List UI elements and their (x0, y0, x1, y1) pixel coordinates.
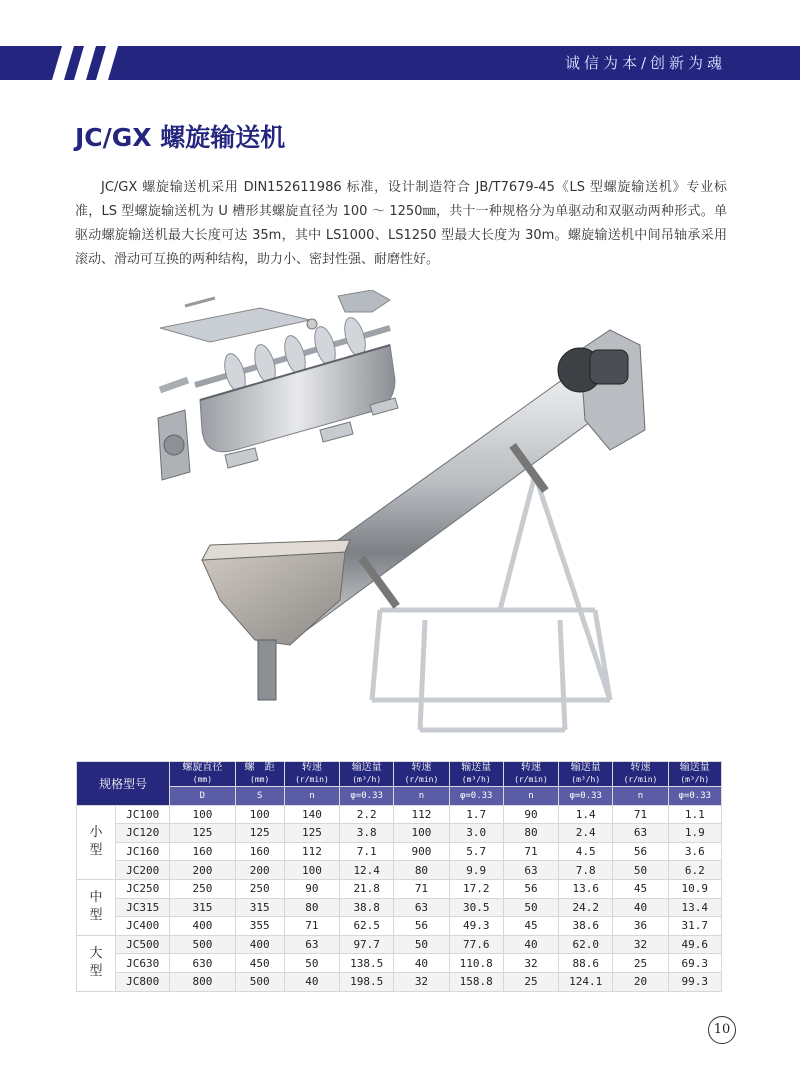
value-cell: 198.5 (340, 972, 394, 991)
value-cell: 31.7 (668, 917, 721, 936)
value-cell: 4.5 (559, 842, 613, 861)
value-cell: 21.8 (340, 879, 394, 898)
value-cell: 50 (284, 954, 339, 973)
value-cell: 90 (284, 879, 339, 898)
value-cell: 110.8 (449, 954, 503, 973)
value-cell: 125 (235, 824, 284, 843)
value-cell: 24.2 (559, 898, 613, 917)
value-cell: 5.7 (449, 842, 503, 861)
subheader-cell: D (170, 787, 235, 806)
value-cell: 56 (613, 842, 668, 861)
value-cell: 160 (170, 842, 235, 861)
value-cell: 250 (235, 879, 284, 898)
value-cell: 71 (284, 917, 339, 936)
value-cell: 125 (170, 824, 235, 843)
value-cell: 20 (613, 972, 668, 991)
value-cell: 71 (613, 805, 668, 824)
value-cell: 56 (394, 917, 449, 936)
value-cell: 80 (503, 824, 558, 843)
model-cell: JC250 (116, 879, 170, 898)
value-cell: 38.8 (340, 898, 394, 917)
value-cell: 63 (613, 824, 668, 843)
model-cell: JC200 (116, 861, 170, 880)
model-cell: JC800 (116, 972, 170, 991)
value-cell: 10.9 (668, 879, 721, 898)
value-cell: 7.8 (559, 861, 613, 880)
subheader-cell: φ=0.33 (449, 787, 503, 806)
value-cell: 40 (394, 954, 449, 973)
value-cell: 315 (235, 898, 284, 917)
group-label: 小 型 (77, 805, 116, 879)
value-cell: 400 (170, 917, 235, 936)
value-cell: 124.1 (559, 972, 613, 991)
model-cell: JC400 (116, 917, 170, 936)
value-cell: 400 (235, 935, 284, 954)
table-row (77, 824, 722, 843)
value-cell: 25 (503, 972, 558, 991)
value-cell: 100 (284, 861, 339, 880)
model-cell: JC315 (116, 898, 170, 917)
value-cell: 1.7 (449, 805, 503, 824)
value-cell: 112 (394, 805, 449, 824)
table-row (77, 917, 722, 936)
value-cell: 9.9 (449, 861, 503, 880)
value-cell: 80 (284, 898, 339, 917)
table-subheader-row (77, 787, 722, 806)
value-cell: 45 (613, 879, 668, 898)
value-cell: 71 (503, 842, 558, 861)
model-cell: JC100 (116, 805, 170, 824)
col-header-5: 转速 (r/min) (394, 762, 449, 787)
value-cell: 80 (394, 861, 449, 880)
table-row (77, 935, 722, 954)
value-cell: 50 (394, 935, 449, 954)
value-cell: 100 (394, 824, 449, 843)
value-cell: 50 (613, 861, 668, 880)
table-row (77, 842, 722, 861)
table-row (77, 861, 722, 880)
value-cell: 160 (235, 842, 284, 861)
col-header-6: 输送量 (m³/h) (449, 762, 503, 787)
col-header-4: 输送量 (m³/h) (340, 762, 394, 787)
page-title: JC/GX 螺旋输送机 (75, 123, 286, 152)
value-cell: 1.1 (668, 805, 721, 824)
value-cell: 36 (613, 917, 668, 936)
value-cell: 40 (503, 935, 558, 954)
table-row (77, 954, 722, 973)
value-cell: 25 (613, 954, 668, 973)
subheader-cell: n (284, 787, 339, 806)
value-cell: 100 (170, 805, 235, 824)
value-cell: 32 (613, 935, 668, 954)
table-row (77, 972, 722, 991)
col-header-9: 转速 (r/min) (613, 762, 668, 787)
value-cell: 800 (170, 972, 235, 991)
value-cell: 315 (170, 898, 235, 917)
value-cell: 355 (235, 917, 284, 936)
value-cell: 630 (170, 954, 235, 973)
subheader-cell: φ=0.33 (559, 787, 613, 806)
group-label: 中 型 (77, 879, 116, 935)
value-cell: 50 (503, 898, 558, 917)
col-header-8: 输送量 (m³/h) (559, 762, 613, 787)
page-number: 10 (708, 1016, 736, 1044)
col-header-7: 转速 (r/min) (503, 762, 558, 787)
value-cell: 56 (503, 879, 558, 898)
value-cell: 2.2 (340, 805, 394, 824)
header-slogan: 诚信为本/创新为魂 (564, 54, 726, 72)
value-cell: 49.6 (668, 935, 721, 954)
col-header-1: 螺旋直径 (mm) (170, 762, 235, 787)
model-cell: JC500 (116, 935, 170, 954)
value-cell: 140 (284, 805, 339, 824)
spec-label-header: 规格型号 (77, 762, 170, 806)
value-cell: 200 (170, 861, 235, 880)
value-cell: 63 (394, 898, 449, 917)
value-cell: 200 (235, 861, 284, 880)
subheader-cell: S (235, 787, 284, 806)
subheader-cell: φ=0.33 (340, 787, 394, 806)
value-cell: 40 (613, 898, 668, 917)
table-header-row (77, 762, 722, 787)
value-cell: 900 (394, 842, 449, 861)
value-cell: 13.6 (559, 879, 613, 898)
model-cell: JC630 (116, 954, 170, 973)
value-cell: 30.5 (449, 898, 503, 917)
value-cell: 3.0 (449, 824, 503, 843)
subheader-cell: φ=0.33 (668, 787, 721, 806)
value-cell: 62.0 (559, 935, 613, 954)
model-cell: JC160 (116, 842, 170, 861)
spec-table (76, 761, 722, 992)
value-cell: 112 (284, 842, 339, 861)
value-cell: 1.4 (559, 805, 613, 824)
col-header-3: 转速 (r/min) (284, 762, 339, 787)
exploded-parts-diagram (158, 290, 398, 480)
table-row (77, 879, 722, 898)
model-cell: JC120 (116, 824, 170, 843)
value-cell: 6.2 (668, 861, 721, 880)
table-row (77, 898, 722, 917)
value-cell: 32 (503, 954, 558, 973)
col-header-2: 螺 距 (mm) (235, 762, 284, 787)
value-cell: 450 (235, 954, 284, 973)
value-cell: 500 (235, 972, 284, 991)
value-cell: 250 (170, 879, 235, 898)
value-cell: 99.3 (668, 972, 721, 991)
subheader-cell: n (503, 787, 558, 806)
subheader-cell: n (613, 787, 668, 806)
value-cell: 88.6 (559, 954, 613, 973)
header-stripes (52, 46, 122, 80)
value-cell: 7.1 (340, 842, 394, 861)
value-cell: 3.6 (668, 842, 721, 861)
value-cell: 63 (503, 861, 558, 880)
intro-paragraph: JC/GX 螺旋输送机采用 DIN152611986 标准，设计制造符合 JB/T7679-45《LS 型螺旋输送机》专业标准，LS 型螺旋输送机为 U 槽形其螺旋直径为 100 ～ 1250㎜，共十一种规格分为单驱动和双驱动两种形式。单驱动螺旋输送机最大长度可达 35m，其中 LS1000、LS1250 型最大长度为 30m。螺旋输送机中间吊轴承采用滚动、滑动可互换的两种结构，助力小、密封性强、耐磨性好。 (75, 180, 727, 267)
value-cell: 3.8 (340, 824, 394, 843)
value-cell: 97.7 (340, 935, 394, 954)
spec-table-body (77, 805, 722, 991)
group-label: 大 型 (77, 935, 116, 991)
value-cell: 49.3 (449, 917, 503, 936)
value-cell: 100 (235, 805, 284, 824)
value-cell: 138.5 (340, 954, 394, 973)
value-cell: 77.6 (449, 935, 503, 954)
value-cell: 12.4 (340, 861, 394, 880)
value-cell: 17.2 (449, 879, 503, 898)
product-illustration (140, 290, 790, 740)
value-cell: 1.9 (668, 824, 721, 843)
value-cell: 45 (503, 917, 558, 936)
col-header-10: 输送量 (m³/h) (668, 762, 721, 787)
value-cell: 38.6 (559, 917, 613, 936)
value-cell: 40 (284, 972, 339, 991)
value-cell: 63 (284, 935, 339, 954)
value-cell: 125 (284, 824, 339, 843)
value-cell: 71 (394, 879, 449, 898)
table-row (77, 805, 722, 824)
value-cell: 158.8 (449, 972, 503, 991)
value-cell: 500 (170, 935, 235, 954)
value-cell: 13.4 (668, 898, 721, 917)
value-cell: 32 (394, 972, 449, 991)
value-cell: 69.3 (668, 954, 721, 973)
value-cell: 90 (503, 805, 558, 824)
subheader-cell: n (394, 787, 449, 806)
value-cell: 2.4 (559, 824, 613, 843)
value-cell: 62.5 (340, 917, 394, 936)
